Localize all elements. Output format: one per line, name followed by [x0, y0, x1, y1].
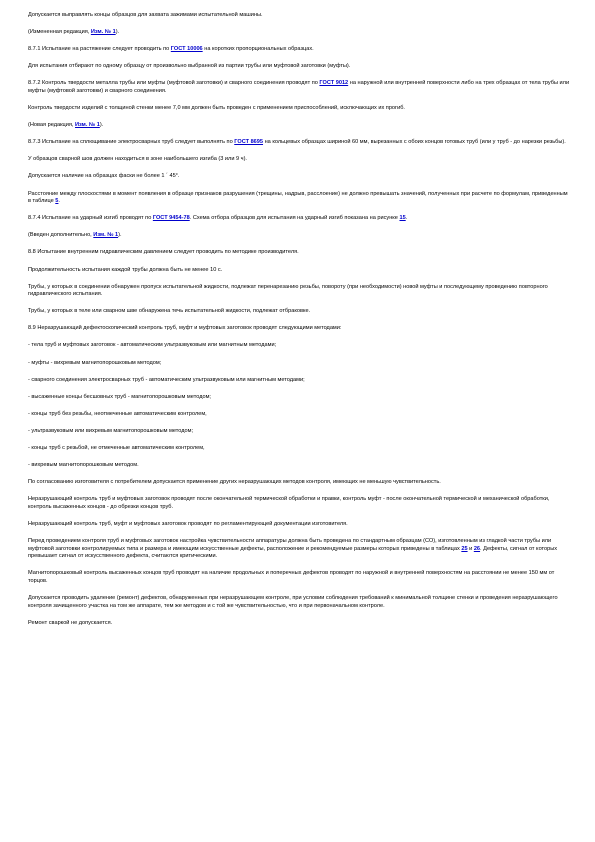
paragraph-text: Допускается проводить удаление (ремонт) дефектов, обнаруженных при неразрушающем контроле, при условии соблюдения требований к минимальной толщине стенки и проведения неразрушающего контроля зачищенного участка на том же аппарате, тем же методом и с той же чувствительностью, что и при первоначальном контроле. — [28, 595, 558, 609]
paragraph — [28, 394, 570, 402]
document-link[interactable]: ГОСТ 9454-78 — [152, 215, 190, 222]
paragraph-text: Трубы, у которых в теле или сварном шве обнаружена течь испытательной жидкости, подлежат отбраковке. — [28, 308, 311, 315]
document-link[interactable]: Изм. № 1 — [93, 232, 119, 239]
paragraph-text: По согласованию изготовителя с потребителем допускается применение других неразрушающих методов контроля, имеющих не меньшую чувствительность. — [28, 479, 441, 486]
paragraph — [28, 173, 570, 181]
document-link[interactable]: 26 — [473, 545, 481, 552]
paragraph — [28, 496, 570, 511]
paragraph — [28, 308, 570, 316]
paragraph-text: (Измененная редакция, — [28, 29, 91, 36]
paragraph — [28, 63, 570, 71]
paragraph-text: Неразрушающий контроль труб и муфтовых заготовок проводят после окончательной термической обработки и правки, контроль муфт - после окончательной термической и механической обработки, контроль высаженных концов - до обрезки концов труб. — [28, 496, 550, 510]
paragraph — [28, 445, 570, 453]
paragraph — [28, 538, 570, 561]
paragraph — [28, 377, 570, 385]
paragraph — [28, 105, 570, 113]
paragraph-text: - концы труб с резьбой, не отмеченные автоматическим контролем, — [28, 445, 205, 452]
paragraph-text: и — [467, 545, 474, 552]
paragraph-text: Допускается выправлять концы образцов для захвата зажимами испытательной машины. — [28, 12, 263, 18]
paragraph-text: Расстояние между плоскостями в момент появления в образце признаков разрушения (трещины, надрыв, расслоение) не должно превышать значений, полученных при расчете по формулам, приведенным в таблице — [28, 190, 568, 205]
document-link[interactable]: 15 — [399, 215, 406, 222]
paragraph — [28, 620, 570, 628]
paragraph-text: . — [405, 215, 408, 222]
paragraph-text: Ремонт сваркой не допускается. — [28, 619, 113, 626]
document-body — [28, 12, 570, 637]
paragraph-text: - вихревым магнитопорошковым методом. — [28, 462, 139, 469]
document-link[interactable]: ГОСТ 9012 — [319, 80, 349, 87]
paragraph-text: (Новая редакция, — [28, 122, 76, 129]
paragraph-text: на кольцевых образцах шириной 60 мм, вырезанных с обоих концов готовых труб (или у труб - до нарезки резьбы). — [263, 139, 566, 146]
paragraph — [28, 249, 570, 257]
paragraph — [28, 80, 570, 95]
paragraph — [28, 139, 570, 147]
paragraph-text: 8.7.4 Испытание на ударный изгиб проводят по — [28, 215, 153, 222]
paragraph — [28, 122, 570, 130]
paragraph-text: 8.7.2 Контроль твердости металла трубы или муфты (муфтовой заготовки) и сварного соединения проводят по — [28, 80, 320, 87]
paragraph — [28, 462, 570, 470]
paragraph — [28, 284, 570, 299]
paragraph — [28, 595, 570, 610]
paragraph — [28, 428, 570, 436]
paragraph — [28, 521, 570, 529]
paragraph-text: 8.9 Неразрушающий дефектоскопический контроль труб, муфт и муфтовых заготовок проводят следующими методами: — [28, 325, 342, 332]
paragraph — [28, 215, 570, 223]
paragraph — [28, 191, 570, 206]
document-link[interactable]: Изм. № 1 — [90, 29, 116, 36]
paragraph-text: ). — [118, 232, 122, 239]
paragraph — [28, 342, 570, 350]
document-link[interactable]: Изм. № 1 — [75, 122, 100, 129]
paragraph-text: Магнитопорошковый контроль высаженных концов труб проводят на наличие продольных и поперечных дефектов проводят по наружной и внутренней поверхностям на расстоянии не менее 150 мм от торцов. — [28, 570, 555, 584]
paragraph-text: на наружной или внутренней поверхности либо на трех образцах от тела трубы или муфты (муфтовой заготовки) и сварного соединения. — [28, 80, 570, 94]
paragraph-text: У образцов сварной шов должен находиться в зоне наибольшего изгиба (3 или 9 ч). — [28, 156, 247, 163]
paragraph-text: Перед проведением контроля труб и муфтовых заготовок настройка чувствительности аппаратуры должна быть проведена по стандартным образцам (СО), изготовленным из гладкой части трубы или муфтовой заготовки контролируемых типа и размера и имеющим искусственные дефекты, расположение и рекомендуемые размеры которых приведены в таблицах — [28, 538, 552, 552]
paragraph — [28, 46, 570, 54]
paragraph-text: . — [58, 198, 60, 205]
paragraph-text: - тела труб и муфтовых заготовок - автоматическим ультразвуковым или магнитным методами; — [28, 342, 277, 349]
paragraph-text: ). — [115, 29, 120, 36]
document-link[interactable]: ГОСТ 8695 — [234, 139, 264, 146]
paragraph — [28, 325, 570, 333]
paragraph-text: 8.8 Испытание внутренним гидравлическим давлением следует проводить по методике производителя. — [28, 249, 299, 256]
paragraph — [28, 232, 570, 240]
paragraph — [28, 570, 570, 585]
paragraph-text: - концы труб без резьбы, неотмеченные автоматическим контролем, — [28, 410, 207, 417]
paragraph-text: . Дефекты, сигнал от которых превышает сигнал от искусственного дефекта, считаются критическими. — [28, 545, 558, 560]
paragraph — [28, 479, 570, 487]
paragraph-text: Для испытания отбирают по одному образцу от произвольно выбранной из партии трубы или муфтовой заготовки (муфты). — [28, 63, 351, 70]
paragraph-text: Контроль твердости изделий с толщиной стенки менее 7,0 мм должен быть проведен с применением приспособлений, исключающих их прогиб. — [28, 105, 405, 112]
paragraph-text: - сварного соединения электросварных труб - автоматическим ультразвуковым или магнитным методами; — [28, 376, 305, 383]
paragraph-text: (Введен дополнительно, — [28, 232, 94, 239]
paragraph — [28, 29, 570, 37]
document-link[interactable]: 5 — [55, 198, 59, 205]
paragraph-text: 8.7.3 Испытание на сплющивание электросварных труб следует выполнять по — [28, 139, 235, 146]
paragraph — [28, 360, 570, 368]
paragraph-text: Неразрушающий контроль труб, муфт и муфтовых заготовок проводят по регламентирующей документации изготовителя. — [28, 521, 348, 527]
paragraph-text: - ультразвуковым или вихревым магнитопорошковым методом; — [28, 427, 194, 434]
paragraph-text: - муфты - вихревым магнитопорошковым методом; — [28, 359, 162, 366]
paragraph — [28, 411, 570, 419]
paragraph — [28, 12, 570, 20]
paragraph-text: Допускается наличие на образцах фаски не более 1 ´ 45°. — [28, 173, 180, 180]
paragraph-text: ). — [99, 122, 104, 129]
paragraph-text: . Схема отбора образцов для испытания на ударный изгиб показана на рисунке — [189, 215, 400, 222]
paragraph-text: Продолжительность испытания каждой трубы должна быть не менее 10 с. — [28, 266, 223, 273]
document-link[interactable]: ГОСТ 10006 — [170, 46, 203, 53]
paragraph-text: - высаженные концы бесшовных труб - магнитопорошковым методом; — [28, 393, 211, 400]
paragraph — [28, 267, 570, 275]
paragraph-text: 8.7.1 Испытание на растяжение следует проводить по — [28, 46, 171, 53]
paragraph — [28, 156, 570, 164]
paragraph-text: на коротких пропорциональных образцах. — [202, 46, 314, 53]
document-link[interactable]: 25 — [461, 545, 468, 552]
paragraph-text: Трубы, у которых в соединении обнаружен пропуск испытательной жидкости, подлежат перенарезанию резьбы, повороту (при необходимости) новой муфты и последующему проведению повторного гидравлического испытания. — [28, 283, 548, 298]
